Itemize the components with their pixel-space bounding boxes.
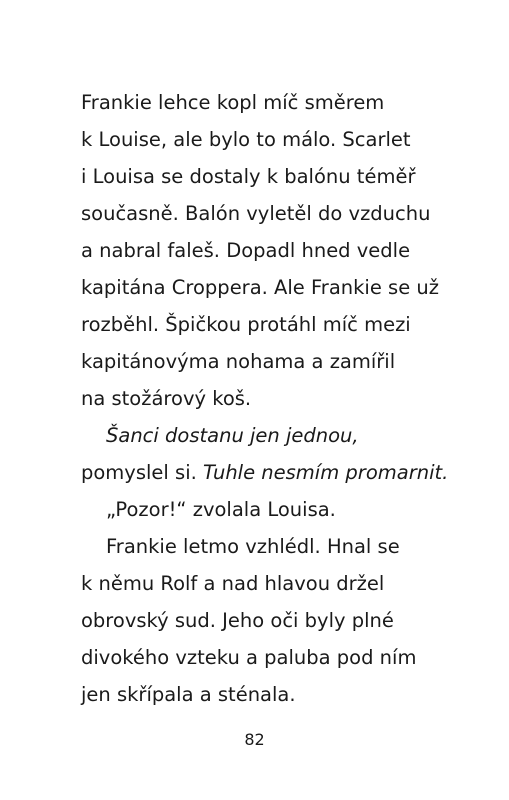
text-line: k němu Rolf a nad hlavou držel xyxy=(81,572,385,595)
italic-thought-line: Šanci dostanu jen jednou, xyxy=(106,424,359,447)
text-line: obrovský sud. Jeho oči byly plné xyxy=(81,609,394,632)
text-plain-part: pomyslel si. xyxy=(81,461,204,484)
body-text xyxy=(81,84,481,713)
text-line: a nabral faleš. Dopadl hned vedle xyxy=(81,239,411,262)
text-italic-part: Tuhle nesmím promarnit. xyxy=(203,461,449,484)
text-line: Frankie lehce kopl míč směrem xyxy=(81,91,385,114)
text-line: divokého vzteku a paluba pod ním xyxy=(81,646,417,669)
text-line: kapitánovýma nohama a zamířil xyxy=(81,350,396,373)
paragraph-start-line: Frankie letmo vzhlédl. Hnal se xyxy=(106,535,400,558)
text-line: k Louise, ale bylo to málo. Scarlet xyxy=(81,128,411,151)
dialogue-line: „Pozor!“ zvolala Louisa. xyxy=(106,498,336,521)
text-line: jen skřípala a sténala. xyxy=(81,683,296,706)
text-line: současně. Balón vyletěl do vzduchu xyxy=(81,202,431,225)
text-line-mixed xyxy=(81,454,481,491)
text-line: i Louisa se dostaly k balónu téměř xyxy=(81,165,416,188)
page-number: 82 xyxy=(244,730,265,749)
text-line: na stožárový koš. xyxy=(81,387,252,410)
text-line: kapitána Croppera. Ale Frankie se už xyxy=(81,276,439,299)
text-line: rozběhl. Špičkou protáhl míč mezi xyxy=(81,313,411,336)
